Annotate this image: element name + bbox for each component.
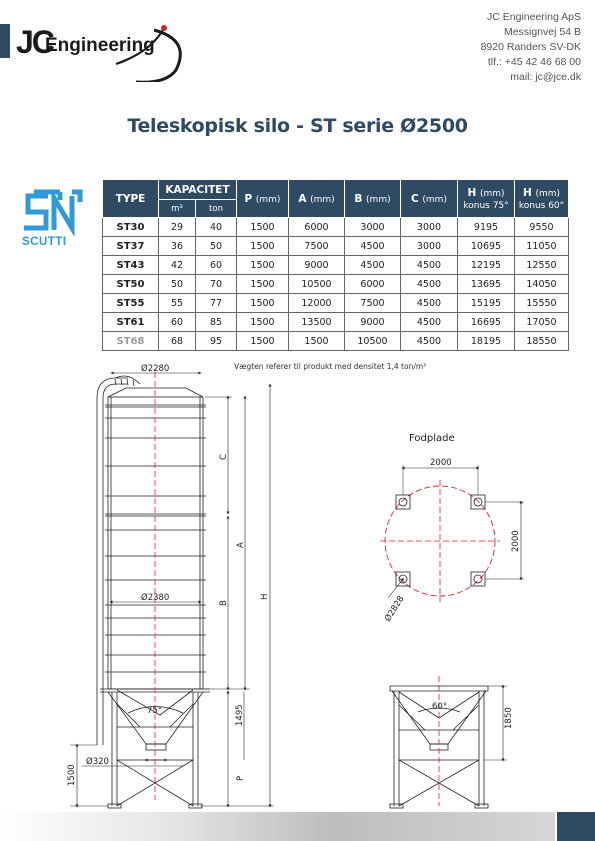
address-line: 8920 Randers SV-DK [480,41,581,53]
header-type: TYPE [103,180,159,218]
cell-type: ST68 [103,332,159,351]
header-h75-label: H [467,186,477,199]
dim-label-b: B [219,600,229,606]
dim-1495: 1495 [235,704,245,726]
cell-b: 3000 [345,218,401,237]
cell-p: 1500 [237,275,289,294]
header-c-unit: (mm) [422,194,447,205]
cell-p: 1500 [237,237,289,256]
cell-p: 1500 [237,313,289,332]
cell-h75: 15195 [458,294,515,313]
address-line: Messignvej 54 B [503,26,581,38]
footer-box [557,812,595,841]
header-c-label: C [411,192,419,205]
cell-c: 4500 [401,294,458,313]
cell-c: 3000 [401,218,458,237]
cell-c: 4500 [401,332,458,351]
cell-c: 4500 [401,313,458,332]
cell-h60: 11050 [515,237,569,256]
silo-body [108,397,203,689]
cell-h60: 17050 [515,313,569,332]
cell-h75: 12195 [458,256,515,275]
cell-type: ST61 [103,313,159,332]
dim-d-body: Ø2380 [141,593,170,603]
dim-angle-75: 75° [147,706,163,716]
footer-strip [0,812,555,841]
cell-a: 1500 [289,332,345,351]
dim-foot-height: 2000 [511,530,521,552]
cell-ton: 95 [196,332,237,351]
dim-foot-width: 2000 [430,458,452,468]
cell-a: 6000 [289,218,345,237]
cell-m3: 55 [159,294,196,313]
cell-h75: 9195 [458,218,515,237]
cell-a: 13500 [289,313,345,332]
dim-label-p: P [236,775,246,781]
page-title: Teleskopisk silo - ST serie Ø2500 [127,115,468,137]
cell-type: ST37 [103,237,159,256]
cell-h75: 13695 [458,275,515,294]
cell-type: ST55 [103,294,159,313]
cell-a: 12000 [289,294,345,313]
cell-m3: 36 [159,237,196,256]
cell-type: ST30 [103,218,159,237]
foot-plate-title: Fodplade [409,433,455,444]
dim-label-c: C [219,454,229,460]
header-h75-unit: (mm) [479,188,505,199]
dim-1850: 1850 [504,707,514,729]
header-a-unit: (mm) [310,194,335,205]
cell-a: 10500 [289,275,345,294]
silo-ladder [97,378,128,745]
cell-a: 7500 [289,237,345,256]
header-p-label: P [244,192,253,205]
cell-ton: 50 [196,237,237,256]
cell-m3: 68 [159,332,196,351]
cell-type: ST43 [103,256,159,275]
header-h60-unit: (mm) [535,188,560,199]
cell-b: 9000 [345,313,401,332]
cell-ton: 60 [196,256,237,275]
header-a-label: A [298,192,307,205]
cell-h75: 18195 [458,332,515,351]
cell-a: 9000 [289,256,345,275]
cell-h60: 14050 [515,275,569,294]
cell-ton: 77 [196,294,237,313]
address-line: mail: jc@jce.dk [510,71,581,83]
dim-foot-diag: Ø2828 [383,594,407,624]
logo-engineering-text: Engineering [45,35,155,56]
dim-d-top: Ø2280 [141,364,170,374]
header-capacity: KAPACITET [159,180,237,200]
address-line: JC Engineering ApS [487,11,581,23]
cell-h60: 15550 [515,294,569,313]
header-cap-ton: ton [196,200,237,218]
logo-jc-text: JC [16,24,53,60]
cell-b: 10500 [345,332,401,351]
header-cap-m3: m³ [159,200,196,218]
cell-ton: 40 [196,218,237,237]
cell-type: ST50 [103,275,159,294]
cell-m3: 50 [159,275,196,294]
cell-m3: 42 [159,256,196,275]
cell-ton: 85 [196,313,237,332]
dim-d-outlet: Ø320 [86,757,109,767]
cell-c: 4500 [401,275,458,294]
cell-h60: 12550 [515,256,569,275]
cell-ton: 70 [196,275,237,294]
cell-h60: 18550 [515,332,569,351]
dim-label-a: A [236,542,246,548]
density-note: Vægten referer til produkt med densitet 1,4 ton/m³ [234,362,427,371]
cell-p: 1500 [237,294,289,313]
cell-m3: 60 [159,313,196,332]
silo-cone [108,692,203,744]
scutti-logo-text: SCUTTI [22,236,67,248]
cell-b: 4500 [345,256,401,275]
header-p-unit: (mm) [255,194,281,205]
cell-h60: 9550 [515,218,569,237]
dim-label-h: H [260,593,270,600]
dim-1500: 1500 [67,764,77,786]
cell-c: 4500 [401,256,458,275]
foot-plate-plan [380,465,524,602]
cell-p: 1500 [237,332,289,351]
cell-p: 1500 [237,256,289,275]
cell-h75: 16695 [458,313,515,332]
address-line: tlf.: +45 42 46 68 00 [487,56,581,68]
silo-roof [108,388,203,397]
cell-c: 3000 [401,237,458,256]
cell-b: 7500 [345,294,401,313]
header-h75-sub: konus 75° [463,200,509,211]
cell-b: 6000 [345,275,401,294]
header-h60-label: H [522,186,532,199]
header-h60-sub: konus 60° [518,200,565,211]
cell-b: 4500 [345,237,401,256]
header-b-label: B [354,192,363,205]
cell-p: 1500 [237,218,289,237]
cell-m3: 29 [159,218,196,237]
cell-h75: 10695 [458,237,515,256]
header-b-unit: (mm) [366,194,391,205]
dim-angle-60: 60° [432,702,448,712]
base-front-view [390,686,507,808]
